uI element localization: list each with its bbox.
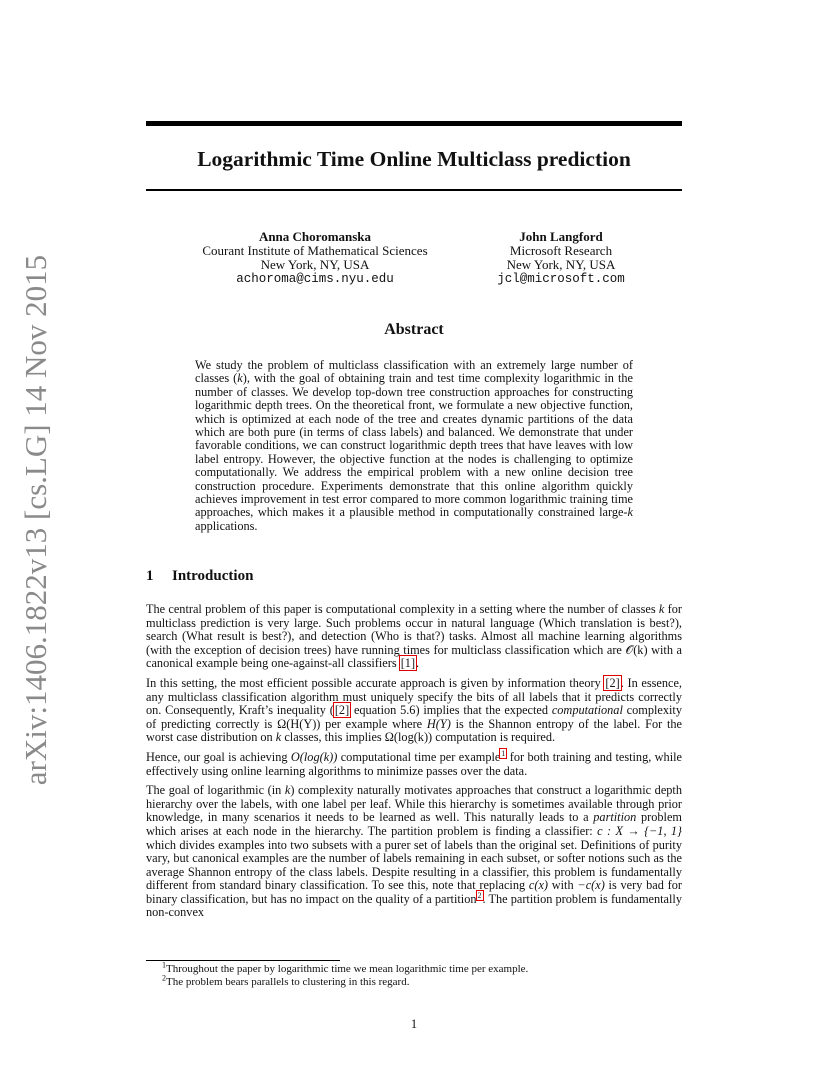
footnote-2 bbox=[162, 973, 682, 989]
math-k: k bbox=[627, 505, 633, 520]
text: . bbox=[416, 656, 420, 671]
section-number: 1 bbox=[146, 568, 154, 584]
author-affiliation: Microsoft Research bbox=[509, 243, 613, 258]
author-affiliation: Courant Institute of Mathematical Sciences bbox=[202, 243, 428, 258]
text: The central problem of this paper is computational complexity in a setting where the number of classes bbox=[146, 602, 659, 616]
text: The goal of logarithmic (in bbox=[146, 783, 285, 798]
math-expression: −c(x) bbox=[577, 878, 605, 893]
abstract-text-part: applications. bbox=[195, 518, 258, 533]
text: is very bad for binary classification, but has no impact on the quality of a partition bbox=[146, 878, 682, 906]
author-block-1 bbox=[190, 230, 440, 286]
footnote-text: The problem bears parallels to clustering in this regard. bbox=[166, 976, 410, 988]
footnote-link[interactable]: 2 bbox=[477, 890, 482, 900]
text: computation is required. bbox=[432, 730, 556, 745]
abstract-text-part: ), with the goal of obtaining train and test time complexity logarithmic in the number of classes. We develop top-down tree construction approaches for constructing logarithmic depth trees. On the theoretical front, we formulate a new objective function, which is optimized at each node of the tree and creates dynamic partitions of the data which are both pure (in terms of class labels) and balanced. We demonstrate that under favorable conditions, we can construct logarithmic depth trees that have leaves with low label entropy. However, the objective function at the nodes is challenging to optimize computationally. We address the empirical problem with a new online decision tree construction procedure. Experiments demonstrate that this online algorithm quickly achieves improvement in test error compared to more common logarithmic training time approaches, which makes it a plausible method in computationally constrained large- bbox=[195, 371, 633, 520]
author-location: New York, NY, USA bbox=[506, 257, 616, 272]
math-expression: 𝒪(k) bbox=[625, 642, 648, 657]
author-location: New York, NY, USA bbox=[260, 257, 370, 272]
text: per example where bbox=[320, 716, 427, 731]
text: computational time per example bbox=[337, 749, 501, 764]
math-expression: O(log(k)) bbox=[290, 749, 338, 764]
abstract-text-part: We study the problem of multiclass classification with an extremely large number of classes ( bbox=[195, 358, 633, 386]
footnote-link[interactable]: 1 bbox=[501, 748, 506, 758]
text: classes, this implies bbox=[281, 730, 385, 745]
math-expression: Ω(H(Y)) bbox=[277, 716, 321, 731]
abstract-heading: Abstract bbox=[384, 321, 444, 338]
text: In this setting, the most efficient possible accurate approach is given by information theory bbox=[146, 675, 605, 690]
page-number: 1 bbox=[410, 1017, 418, 1031]
section-heading bbox=[146, 568, 253, 585]
citation-link[interactable]: [1] bbox=[400, 656, 416, 671]
math-k: k bbox=[284, 783, 291, 798]
text: ) complexity naturally motivates approaches that construct a logarithmic depth hierarchy over the labels, with one label per leaf. While this hierarchy is sometimes available through prior knowledge, in many scenarios it needs to be learned as well. This naturally leads to a bbox=[146, 783, 682, 825]
footnote-text: Throughout the paper by logarithmic time we mean logarithmic time per example. bbox=[166, 963, 529, 975]
footnotes bbox=[162, 960, 682, 989]
text: problem which arises at each node in the hierarchy. The partition problem is finding a classifier: bbox=[146, 810, 682, 838]
text: Hence, our goal is achieving bbox=[146, 749, 291, 764]
footnote-rule bbox=[146, 960, 340, 961]
text: with bbox=[548, 878, 578, 893]
introduction-body bbox=[146, 603, 682, 926]
text: for multiclass prediction is very large. Such problems occur in natural language (Which translation is best?), search (What result is best?), and detection (Who is that?) tasks. Almost all machine learning algorithms (with the exception of decision trees) have running times for multiclass classification which are bbox=[146, 602, 682, 657]
text: is the Shannon entropy of the label. For the worst case distribution on bbox=[146, 716, 682, 745]
abstract-text bbox=[195, 359, 633, 533]
intro-paragraph-3 bbox=[146, 748, 682, 778]
arxiv-identifier: arXiv:1406.1822v13 [cs.LG] 14 Nov 2015 bbox=[18, 254, 53, 786]
footnote-mark: 2 bbox=[162, 973, 166, 983]
citation-link[interactable]: [2] bbox=[334, 703, 350, 718]
emphasis: computational bbox=[551, 703, 623, 718]
footnote-1 bbox=[162, 960, 682, 976]
text: . The partition problem is fundamentally non-convex bbox=[146, 891, 682, 920]
math-k: k bbox=[275, 730, 282, 745]
intro-paragraph-1 bbox=[146, 603, 682, 671]
math-expression: c(x) bbox=[528, 878, 548, 893]
author-name: Anna Choromanska bbox=[258, 229, 372, 244]
intro-paragraph-2 bbox=[146, 677, 682, 745]
math-k: k bbox=[237, 371, 243, 386]
author-email[interactable]: jcl@microsoft.com bbox=[497, 272, 625, 286]
citation-link[interactable]: [2] bbox=[605, 675, 620, 690]
text: equation 5.6) implies that the expected bbox=[350, 703, 552, 718]
title-top-rule bbox=[146, 121, 682, 126]
math-expression: H(Y) bbox=[426, 716, 451, 731]
math-expression: c : X → {−1, 1} bbox=[597, 823, 682, 838]
text: . In essence, any multiclass classification algorithm must uniquely specify the bits of all labels that it predicts correctly on. Consequently, Kraft’s inequality ( bbox=[146, 675, 682, 718]
author-block-2 bbox=[480, 230, 642, 286]
paper-title: Logarithmic Time Online Multiclass prediction bbox=[197, 147, 631, 171]
math-k: k bbox=[658, 602, 665, 616]
text: for both training and testing, while effectively using online learning algorithms to minimize passes over the data. bbox=[146, 749, 682, 778]
author-name: John Langford bbox=[519, 229, 603, 244]
emphasis: partition bbox=[593, 810, 637, 825]
text: with a canonical example being one-against-all classifiers bbox=[146, 642, 682, 671]
intro-paragraph-4 bbox=[146, 784, 682, 920]
title-bottom-rule bbox=[146, 189, 682, 191]
section-title: Introduction bbox=[172, 568, 254, 584]
text: complexity of predicting correctly is bbox=[146, 703, 682, 731]
footnote-mark: 1 bbox=[162, 960, 166, 970]
author-email[interactable]: achoroma@cims.nyu.edu bbox=[236, 272, 394, 286]
text: which divides examples into two subsets with a purer set of labels than the original set. Definitions of purity vary, but canonical examples are the number of labels remaining in each subset, or softer notions such as the average Shannon entropy of the class labels. Despite resulting in a classifier, this problem is fundamentally different from standard binary classification. To see this, note that replacing bbox=[146, 837, 682, 893]
math-expression: Ω(log(k)) bbox=[384, 730, 433, 745]
